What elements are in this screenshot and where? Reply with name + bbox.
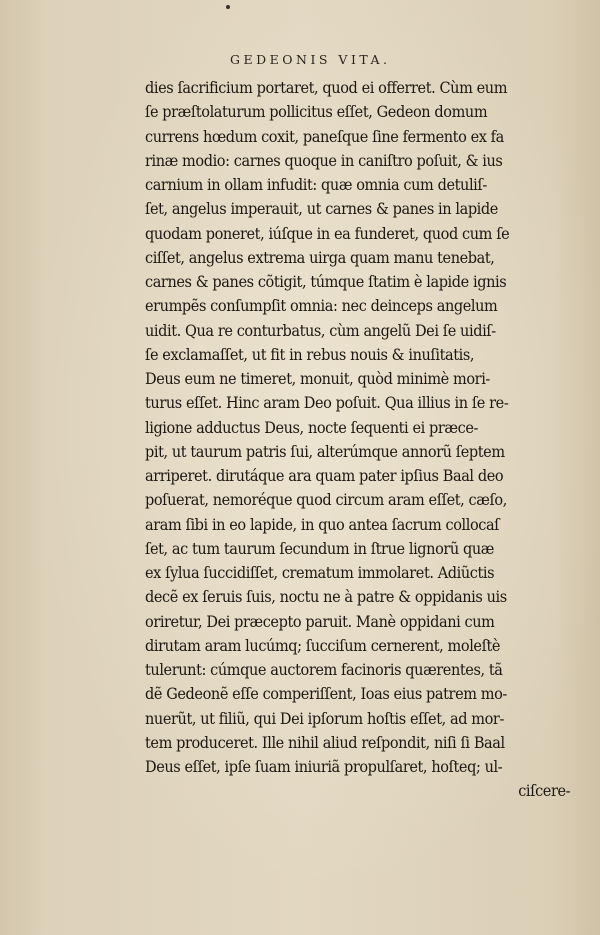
text-line: decẽ ex ſeruis ſuis, noctu ne à patre & oppidanis uis (145, 588, 507, 607)
text-line: carnes & panes cõtigit, túmque ſtatim è lapide ignis (145, 273, 507, 291)
text-line: ciſſet, angelus extrema uirga quam manu tenebat, (145, 248, 495, 267)
text-line: tulerunt: cúmque auctorem facinoris quærentes, tã (145, 661, 503, 679)
text-line: ſe exclamaſſet, ut fit in rebus nouis & inuſitatis, (145, 345, 475, 364)
text-line: dies ſacrificium portaret, quod ei offerret. Cùm eum (145, 79, 508, 97)
text-line: ſet, angelus imperauit, ut carnes & panes in lapide (145, 200, 498, 219)
text-line: tem produceret. Ille nihil aliud reſpondit, niſi ſi Baal (145, 733, 505, 752)
text-line: uidit. Qua re conturbatus, cùm angelũ Dei ſe uidiſ- (145, 321, 496, 340)
text-line: oriretur, Dei præcepto paruit. Manè oppidani cum (145, 612, 495, 631)
text-line: dẽ Gedeonẽ eſſe comperiſſent, Ioas eius patrem mo- (145, 685, 507, 704)
text-line: quodam poneret, iúſque in ea funderet, quod cum ſe (145, 224, 510, 243)
ink-speck (226, 5, 230, 9)
text-line: nuerũt, ut filiũ, qui Dei ipſorum hoſtis eſſet, ad mor- (145, 709, 504, 728)
text-line: rinæ modio: carnes quoque in caniſtro poſuit, & ius (145, 151, 503, 170)
text-line: aram ſibi in eo lapide, in quo antea ſacrum collocaſ (145, 515, 500, 534)
text-line: dirutam aram lucúmq; ſucciſum cernerent, moleſtè (145, 636, 501, 655)
text-line: arriperet. dirutáque ara quam pater ipſius Baal deo (145, 467, 504, 485)
catchword: ciſcere- (518, 782, 571, 801)
text-line: erumpẽs conſumpſit omnia: nec deinceps angelum (145, 297, 498, 316)
text-line: pit, ut taurum patris ſui, alterúmque annorũ ſeptem (145, 442, 505, 461)
text-line: ex ſylua ſuccidiſſet, crematum immolaret. Adiũctis (145, 564, 495, 582)
text-line: ſe præſtolaturum pollicitus eſſet, Gedeon domum (145, 103, 488, 122)
text-line: carnium in ollam infudit: quæ omnia cum detuliſ- (145, 176, 487, 194)
running-head: GEDEONIS VITA. (230, 52, 391, 67)
text-line: turus eſſet. Hinc aram Deo poſuit. Qua illius in ſe re- (145, 394, 509, 413)
text-line: Deus eum ne timeret, monuit, quòd minimè mori- (145, 370, 490, 388)
text-line: ſet, ac tum taurum ſecundum in ſtrue lignorũ quæ (145, 539, 495, 558)
text-line: poſuerat, nemoréque quod circum aram eſſet, cæſo, (145, 491, 507, 510)
text-line: currens hœdum coxit, paneſque ſine fermento ex fa (145, 127, 504, 146)
text-line: ligione adductus Deus, nocte ſequenti ei præce- (145, 418, 478, 437)
text-line: Deus eſſet, ipſe ſuam iniuriã propulſaret, hoſteq; ul- (145, 758, 503, 776)
body-text (145, 76, 585, 804)
